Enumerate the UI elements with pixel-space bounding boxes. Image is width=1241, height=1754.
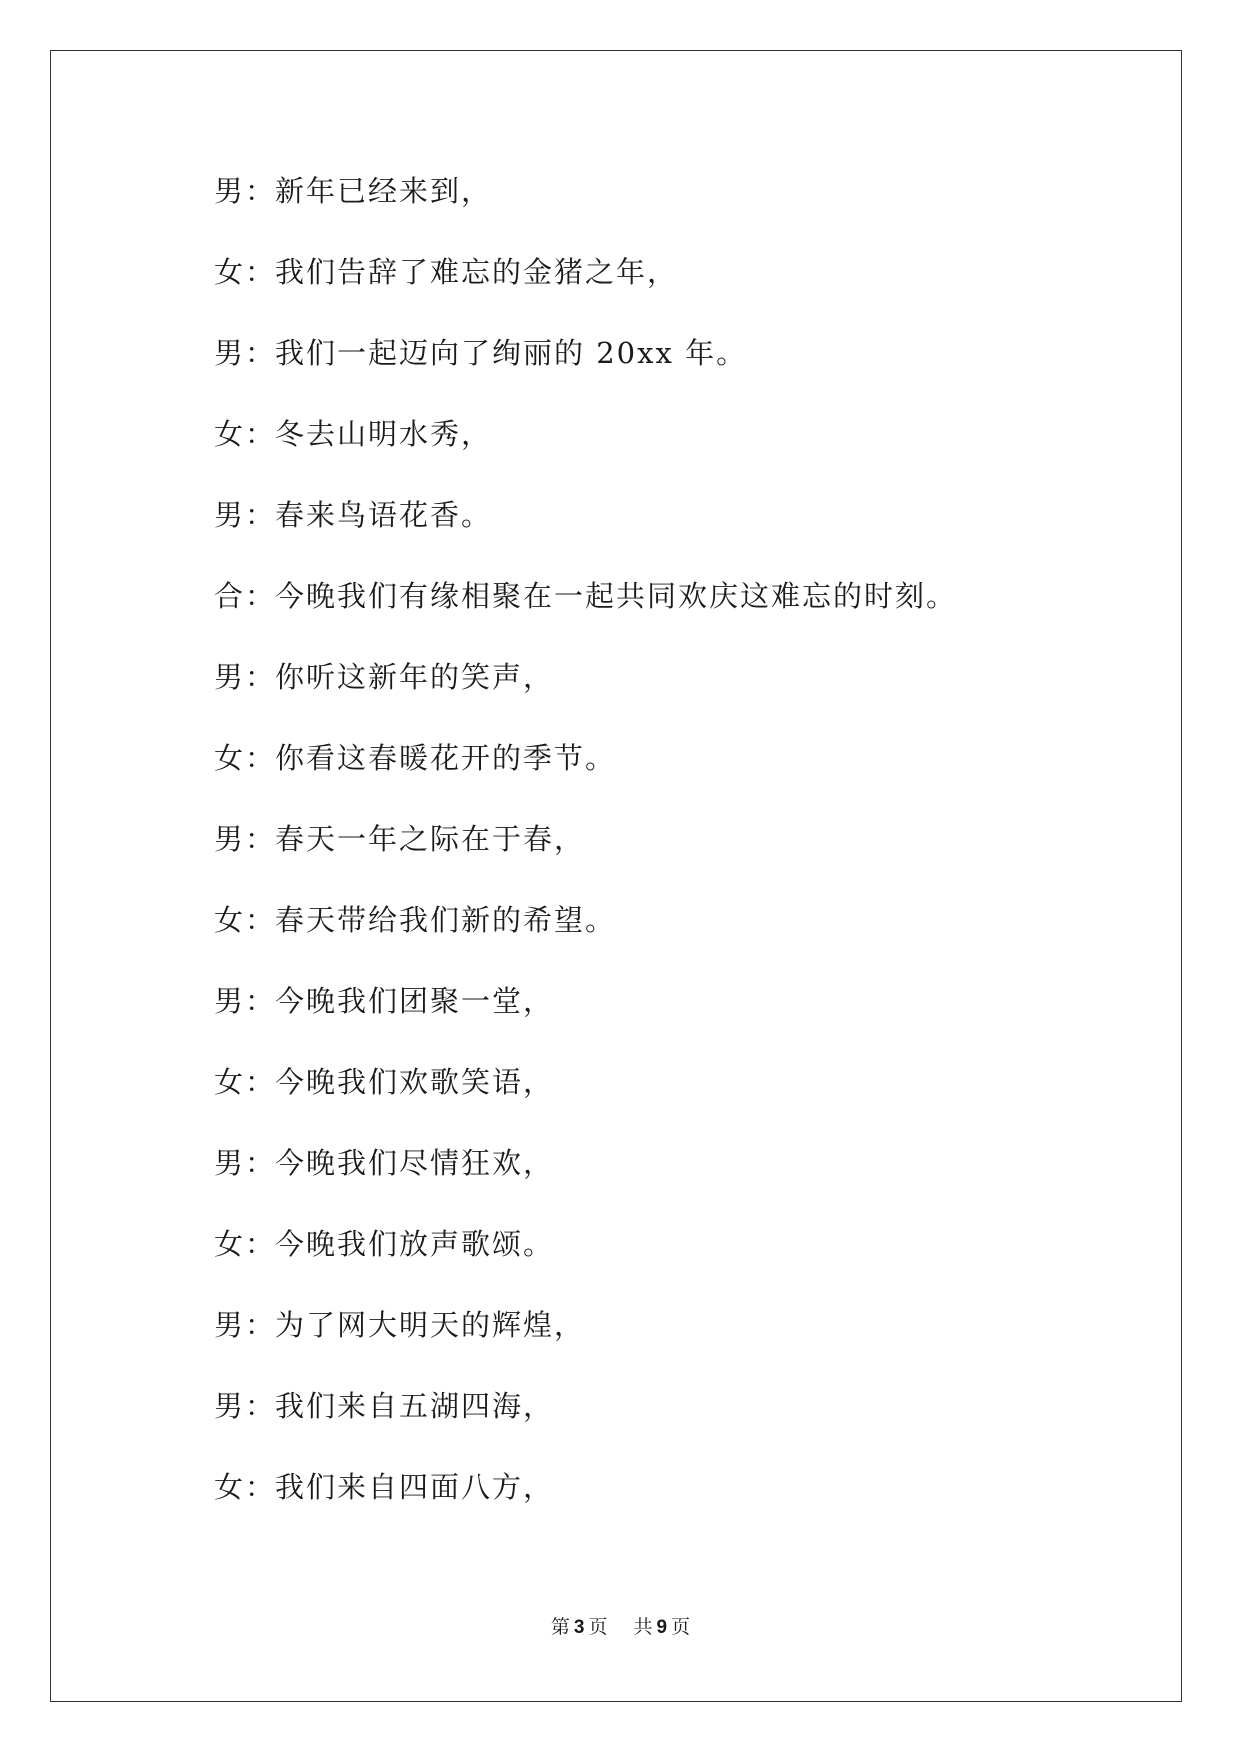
dialogue-line xyxy=(214,1223,1114,1304)
separator: ： xyxy=(245,1308,277,1342)
speaker-label: 男 xyxy=(214,336,246,370)
line-text: 我们告辞了难忘的金猪之年， xyxy=(275,255,679,289)
speaker-label: 男 xyxy=(214,1146,246,1180)
speaker-label: 男 xyxy=(214,498,246,532)
total-pages: 9 xyxy=(656,1617,668,1638)
page-suffix: 页 xyxy=(588,1616,608,1638)
dialogue-line xyxy=(214,1466,1114,1547)
dialogue-line xyxy=(214,899,1114,980)
dialogue-line xyxy=(214,1061,1114,1142)
separator: ： xyxy=(245,741,277,775)
dialogue-line xyxy=(214,1304,1114,1385)
separator: ： xyxy=(245,498,277,532)
speaker-label: 女 xyxy=(214,1227,246,1261)
dialogue-line xyxy=(214,656,1114,737)
dialogue-line xyxy=(214,494,1114,575)
line-text: 为了网大明天的辉煌， xyxy=(275,1308,586,1342)
speaker-label: 女 xyxy=(214,741,246,775)
line-text: 春来鸟语花香。 xyxy=(275,498,493,532)
separator: ： xyxy=(245,1146,277,1180)
page-prefix: 第 xyxy=(550,1616,570,1638)
dialogue-line xyxy=(214,1142,1114,1223)
dialogue-line xyxy=(214,737,1114,818)
separator: ： xyxy=(245,1227,277,1261)
line-text: 你看这春暖花开的季节。 xyxy=(275,741,617,775)
separator: ： xyxy=(245,984,277,1018)
line-text: 今晚我们放声歌颂。 xyxy=(275,1227,555,1261)
line-text: 新年已经来到， xyxy=(275,174,493,208)
line-text: 今晚我们欢歌笑语， xyxy=(275,1065,555,1099)
separator: ： xyxy=(245,579,277,613)
dialogue-line xyxy=(214,1385,1114,1466)
total-suffix: 页 xyxy=(671,1616,691,1638)
speaker-label: 女 xyxy=(214,255,246,289)
line-text: 我们来自五湖四海， xyxy=(275,1389,555,1423)
dialogue-line xyxy=(214,980,1114,1061)
total-prefix: 共 xyxy=(633,1616,653,1638)
line-text: 春天带给我们新的希望。 xyxy=(275,903,617,937)
speaker-label: 女 xyxy=(214,1470,246,1504)
line-text: 今晚我们团聚一堂， xyxy=(275,984,555,1018)
line-text: 你听这新年的笑声， xyxy=(275,660,555,694)
dialogue-line xyxy=(214,251,1114,332)
separator: ： xyxy=(245,1470,277,1504)
line-text: 我们一起迈向了绚丽的 20xx 年。 xyxy=(275,336,748,370)
page-footer xyxy=(0,1614,1241,1641)
separator: ： xyxy=(245,660,277,694)
speaker-label: 男 xyxy=(214,1308,246,1342)
separator: ： xyxy=(245,822,277,856)
line-text: 春天一年之际在于春， xyxy=(275,822,586,856)
dialogue-line xyxy=(214,170,1114,251)
speaker-label: 男 xyxy=(214,660,246,694)
dialogue-line xyxy=(214,413,1114,494)
speaker-label: 男 xyxy=(214,174,246,208)
line-text: 今晚我们有缘相聚在一起共同欢庆这难忘的时刻。 xyxy=(275,579,958,613)
speaker-label: 女 xyxy=(214,417,246,451)
separator: ： xyxy=(245,336,277,370)
speaker-label: 男 xyxy=(214,984,246,1018)
speaker-label: 男 xyxy=(214,822,246,856)
separator: ： xyxy=(245,1389,277,1423)
separator: ： xyxy=(245,903,277,937)
line-text: 今晚我们尽情狂欢， xyxy=(275,1146,555,1180)
separator: ： xyxy=(245,174,277,208)
dialogue-line xyxy=(214,332,1114,413)
page-number: 3 xyxy=(573,1617,585,1638)
dialogue-line xyxy=(214,818,1114,899)
speaker-label: 女 xyxy=(214,1065,246,1099)
speaker-label: 合 xyxy=(214,579,246,613)
line-text: 我们来自四面八方， xyxy=(275,1470,555,1504)
speaker-label: 男 xyxy=(214,1389,246,1423)
separator: ： xyxy=(245,255,277,289)
separator: ： xyxy=(245,417,277,451)
dialogue-list xyxy=(214,170,1114,1547)
dialogue-line xyxy=(214,575,1114,656)
speaker-label: 女 xyxy=(214,903,246,937)
separator: ： xyxy=(245,1065,277,1099)
line-text: 冬去山明水秀， xyxy=(275,417,493,451)
